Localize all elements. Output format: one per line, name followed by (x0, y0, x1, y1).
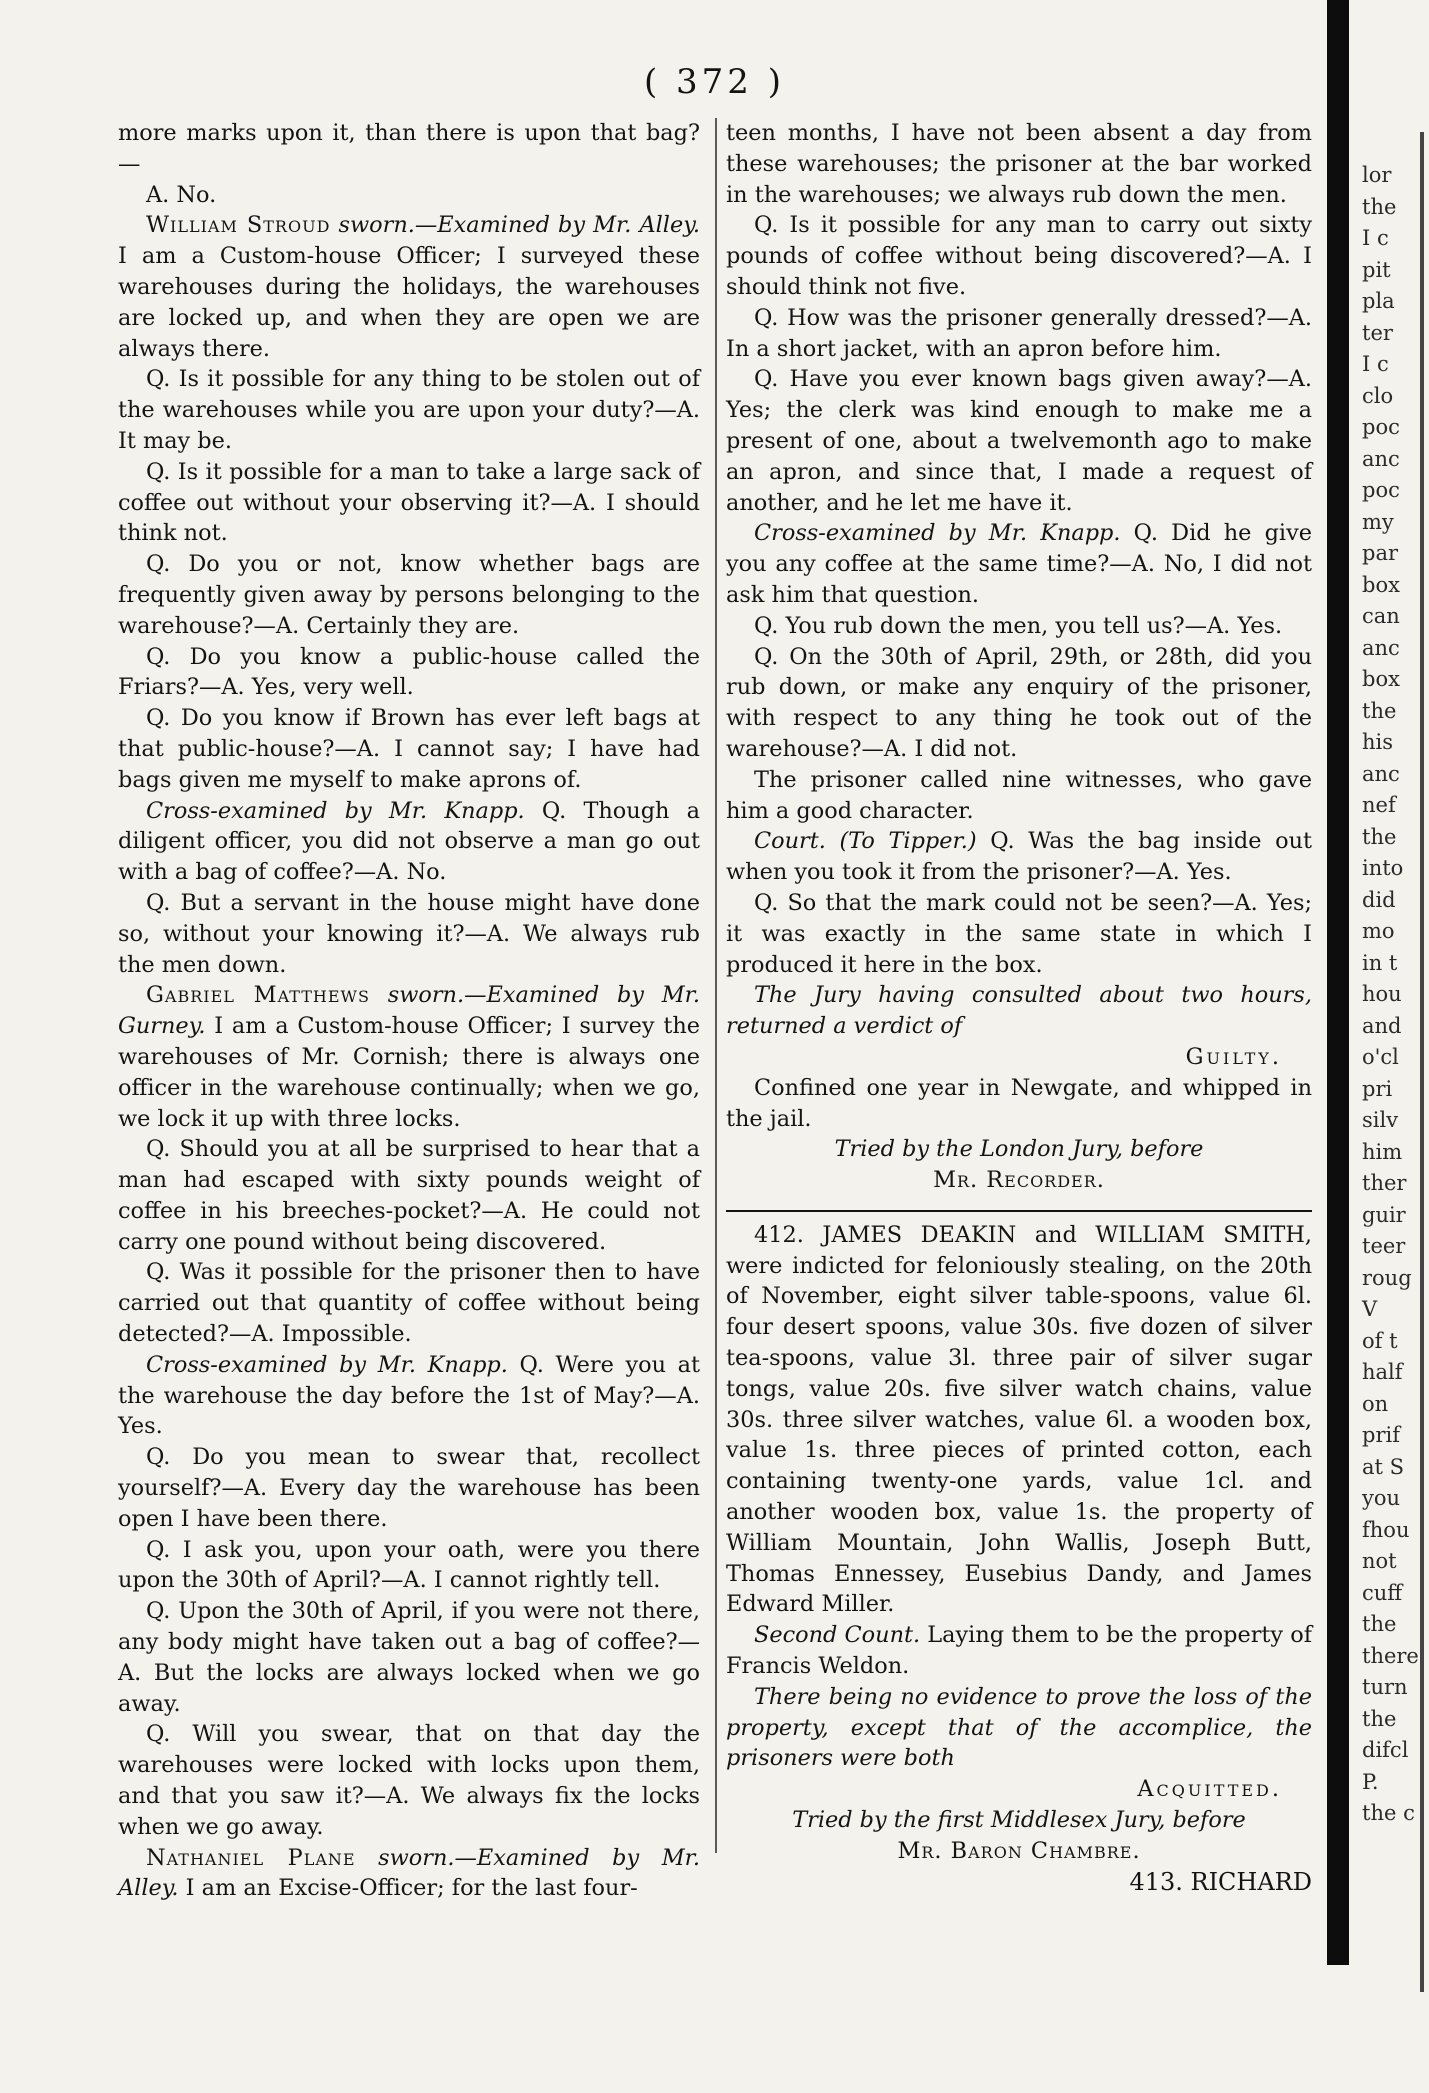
witness-paragraph (118, 210, 700, 364)
bleed-fragment: the (1362, 698, 1397, 723)
testimony: I am a Custom-house Officer; I surveyed these warehouses during the holidays, the warehouses are locked up, and when they are open we are always there. (118, 243, 700, 362)
question-paragraph: Q. Have you ever known bags given away?—A. Yes; the clerk was kind enough to make me a present of one, about a twelvemonth ago to make an apron, and since that, I made a request of another, and he let me have it. (726, 366, 1312, 516)
bleed-fragment: anc (1362, 446, 1400, 471)
question-paragraph: Q. Do you know if Brown has ever left bags at that public-house?—A. I cannot say; I have had bags given me myself to make aprons of. (118, 705, 700, 793)
bleed-fragment: and (1362, 1013, 1402, 1038)
question-paragraph: Q. Upon the 30th of April, if you were not there, any body might have taken out a bag of coffee?—A. But the locks are always locked when we go away. (118, 1598, 700, 1717)
paragraph: teen months, I have not been absent a day from these warehouses; the prisoner at the bar worked in the warehouses; we always rub down the men. (726, 120, 1312, 208)
witness-name: Gabriel Matthews (146, 982, 370, 1009)
question-paragraph: Q. I ask you, upon your oath, were you there upon the 30th of April?—A. I cannot rightly tell. (118, 1536, 700, 1594)
verdict-acquitted: Acquitted. (1137, 1776, 1282, 1803)
witness-name: Nathaniel Plane (146, 1844, 356, 1871)
paragraph: The prisoner called nine witnesses, who gave him a good character. (726, 766, 1312, 824)
section-rule (726, 1210, 1312, 1212)
bleed-fragment: mo (1362, 919, 1395, 943)
tried-by: Tried by the London Jury, before (834, 1136, 1204, 1163)
bleed-fragment: half (1362, 1360, 1403, 1384)
bleed-fragment: nef (1362, 793, 1396, 817)
examination-note: sworn.—Examined by Mr. Gurney. (118, 982, 701, 1040)
bleed-fragment: the (1362, 1612, 1397, 1636)
bleed-fragment: P. (1362, 1769, 1379, 1794)
bleed-fragment: ter (1362, 320, 1393, 345)
bleed-fragment: pit (1362, 257, 1391, 282)
bleed-fragment: poc (1362, 478, 1400, 502)
tried-by: Tried by the first Middlesex Jury, before (792, 1807, 1246, 1834)
second-count-paragraph (726, 1620, 1312, 1682)
adjacent-page-edge (1420, 132, 1424, 1992)
cross-exam-paragraph (726, 518, 1312, 610)
cross-exam-paragraph (118, 1350, 700, 1442)
cross-exam-label: Cross-examined by Mr. Knapp. (754, 520, 1121, 547)
bleed-fragment: V (1362, 1297, 1378, 1321)
right-column (726, 118, 1312, 1897)
bleed-fragment: into (1362, 856, 1404, 880)
bleed-fragment: lor (1362, 163, 1392, 187)
bleed-fragment: of t (1362, 1328, 1398, 1353)
adjacent-page-bleed (1354, 0, 1429, 2093)
bleed-fragment: difcl (1362, 1738, 1409, 1762)
bleed-fragment: the (1362, 1706, 1397, 1731)
question-paragraph: Q. On the 30th of April, 29th, or 28th, did you rub down, or make any enquiry of the prisoner, with respect to any thing he took out of the warehouse?—A. I did not. (726, 643, 1312, 762)
bleed-fragment: did (1362, 887, 1396, 912)
judge: Mr. Baron Chambre. (897, 1837, 1141, 1864)
bleed-fragment: turn (1362, 1675, 1408, 1699)
testimony: I am an Excise-Officer; for the last four- (185, 1875, 638, 1902)
bleed-fragment: him (1362, 1139, 1403, 1164)
testimony: Q. Were you at the warehouse the day before the 1st of May?—A. Yes. (118, 1351, 701, 1440)
cross-exam-label: Cross-examined by Mr. Knapp. (146, 1351, 508, 1378)
question-paragraph: Q. So that the mark could not be seen?—A. Yes; it was exactly in the same state in which I produced it here in the box. (726, 889, 1312, 978)
question-paragraph: Q. You rub down the men, you tell us?—A. Yes. (754, 612, 1283, 639)
witness-paragraph (118, 1843, 700, 1905)
bleed-fragment: box (1362, 572, 1400, 597)
testimony: Q. Was the bag inside out when you took it from the prisoner?—A. Yes. (726, 828, 1312, 886)
question-paragraph: Q. Will you swear, that on that day the warehouses were locked with locks upon them, and that you saw it?—A. We always fix the locks when we go away. (118, 1721, 700, 1840)
bleed-fragment: anc (1362, 761, 1400, 786)
judge (726, 1165, 1312, 1196)
bleed-fragment: anc (1362, 635, 1400, 660)
verdict-guilty: Guilty. (1185, 1043, 1282, 1070)
examination-note: sworn.—Examined by Mr. Alley. (118, 1844, 700, 1902)
court-paragraph (726, 826, 1312, 888)
paragraph: more marks upon it, than there is upon that bag?— (118, 120, 700, 177)
second-count-label: Second Count. (754, 1622, 921, 1649)
testimony: Q. Did he give you any coffee at the same time?—A. No, I did not ask him that question. (726, 520, 1312, 608)
bleed-fragment: not (1362, 1549, 1397, 1573)
bleed-fragment: pla (1362, 289, 1395, 313)
bleed-fragment: the (1362, 194, 1397, 219)
indictment-paragraph: 412. JAMES DEAKIN and WILLIAM SMITH, were indicted for feloniously stealing, on the 20th of November, eight silver table-spoons, value 6l. four desert spoons, value 30s. five dozen of silver tea-spoons, value 3l. three pair of silver sugar tongs, value 20s. five silver watch chains, value 30s. three silver watches, value 6l. a wooden box, value 1s. three pieces of printed cotton, each containing twenty-one yards, value 1cl. and another wooden box, value 1s. the property of William Mountain, John Wallis, Joseph Butt, Thomas Ennessey, Eusebius Dandy, and James Edward Miller. (726, 1221, 1312, 1618)
testimony: Q. Though a diligent officer, you did not observe a man go out with a bag of coffee?—A. No. (118, 797, 701, 886)
question-paragraph: Q. How was the prisoner generally dressed?—A. In a short jacket, with an apron before him. (726, 304, 1312, 362)
verdict-line (726, 1774, 1312, 1805)
bleed-fragment: I c (1362, 226, 1389, 250)
no-evidence-text: There being no evidence to prove the loss of the property, except that of the accomplice, the prisoners were both (726, 1683, 1312, 1772)
bleed-fragment: at S (1362, 1454, 1405, 1479)
question-paragraph: Q. Was it possible for the prisoner then to have carried out that quantity of coffee without being detected?—A. Impossible. (118, 1259, 700, 1348)
bleed-fragment: ther (1362, 1171, 1407, 1195)
cross-exam-paragraph (118, 796, 700, 888)
bleed-fragment: hou (1362, 982, 1402, 1006)
bleed-fragment: roug (1362, 1265, 1412, 1290)
bleed-fragment: you (1362, 1486, 1401, 1510)
bleed-fragment: the (1362, 824, 1397, 849)
bleed-fragment: pri (1362, 1076, 1393, 1101)
witness-paragraph (118, 980, 700, 1134)
page-gutter-shadow (1327, 0, 1349, 1965)
question-paragraph: Q. But a servant in the house might have done so, without your knowing it?—A. We always rub the men down. (118, 889, 700, 978)
question-paragraph: Q. Do you mean to swear that, recollect yourself?—A. Every day the warehouse has been open I have been there. (118, 1444, 700, 1532)
question-paragraph: Q. Is it possible for any thing to be stolen out of the warehouses while you are upon your duty?—A. It may be. (118, 366, 700, 454)
bleed-fragment: prif (1362, 1423, 1400, 1447)
paragraph: A. No. (146, 181, 217, 208)
question-paragraph: Q. Do you know a public-house called the Friars?—A. Yes, very well. (118, 643, 700, 701)
catchword: 413. RICHARD (1129, 1867, 1312, 1896)
page-number: ( 372 ) (643, 62, 786, 102)
question-paragraph: Q. Do you or not, know whether bags are frequently given away by persons belonging to the warehouse?—A. Certainly they are. (118, 551, 700, 639)
bleed-fragment: in t (1362, 950, 1398, 975)
bleed-fragment: my (1362, 509, 1394, 534)
bleed-fragment: cuff (1362, 1580, 1403, 1605)
bleed-fragment: silv (1362, 1108, 1399, 1132)
cross-exam-label: Cross-examined by Mr. Knapp. (146, 797, 525, 824)
question-paragraph: Q. Should you at all be surprised to hear that a man had escaped with sixty pounds weight of coffee in his breeches-pocket?—A. He could not carry one pound without being discovered. (118, 1136, 700, 1255)
bleed-fragment: box (1362, 667, 1400, 691)
question-paragraph: Q. Is it possible for a man to take a large sack of coffee out without your observing it?—A. I should think not. (118, 458, 700, 547)
court-label: Court. (To Tipper.) (754, 828, 977, 855)
bleed-fragment: on (1362, 1391, 1389, 1416)
bleed-fragment: clo (1362, 383, 1394, 408)
examination-note: sworn.—Examined by Mr. Alley. (338, 212, 700, 239)
verdict-line (726, 1042, 1312, 1073)
bleed-fragment: the c (1362, 1801, 1415, 1825)
bleed-fragment: I c (1362, 352, 1389, 376)
judge-name: Mr. Recorder. (933, 1167, 1105, 1194)
bleed-fragment: par (1362, 541, 1399, 565)
jury-verdict-text: The Jury having consulted about two hours, returned a verdict of (726, 982, 1312, 1040)
left-column (118, 118, 700, 1904)
second-count-text: Laying them to be the property of Francis Weldon. (726, 1622, 1312, 1680)
column-divider (715, 118, 717, 1853)
bleed-fragment: o'cl (1362, 1045, 1399, 1069)
bleed-fragment: can (1362, 604, 1400, 628)
bleed-fragment: fhou (1362, 1517, 1410, 1542)
bleed-fragment: poc (1362, 415, 1400, 439)
testimony: I am a Custom-house Officer; I survey the warehouses of Mr. Cornish; there is always one officer in the warehouse continually; when we go, we lock it up with three locks. (118, 1013, 700, 1132)
witness-name: William Stroud (146, 212, 331, 239)
bleed-fragment: his (1362, 730, 1394, 754)
sentence: Confined one year in Newgate, and whipped in the jail. (726, 1074, 1312, 1132)
bleed-fragment: there (1362, 1643, 1419, 1668)
bleed-fragment: teer (1362, 1234, 1406, 1258)
question-paragraph: Q. Is it possible for any man to carry out sixty pounds of coffee without being discovered?—A. I should think not five. (726, 212, 1312, 300)
bleed-fragment: guir (1362, 1202, 1406, 1227)
